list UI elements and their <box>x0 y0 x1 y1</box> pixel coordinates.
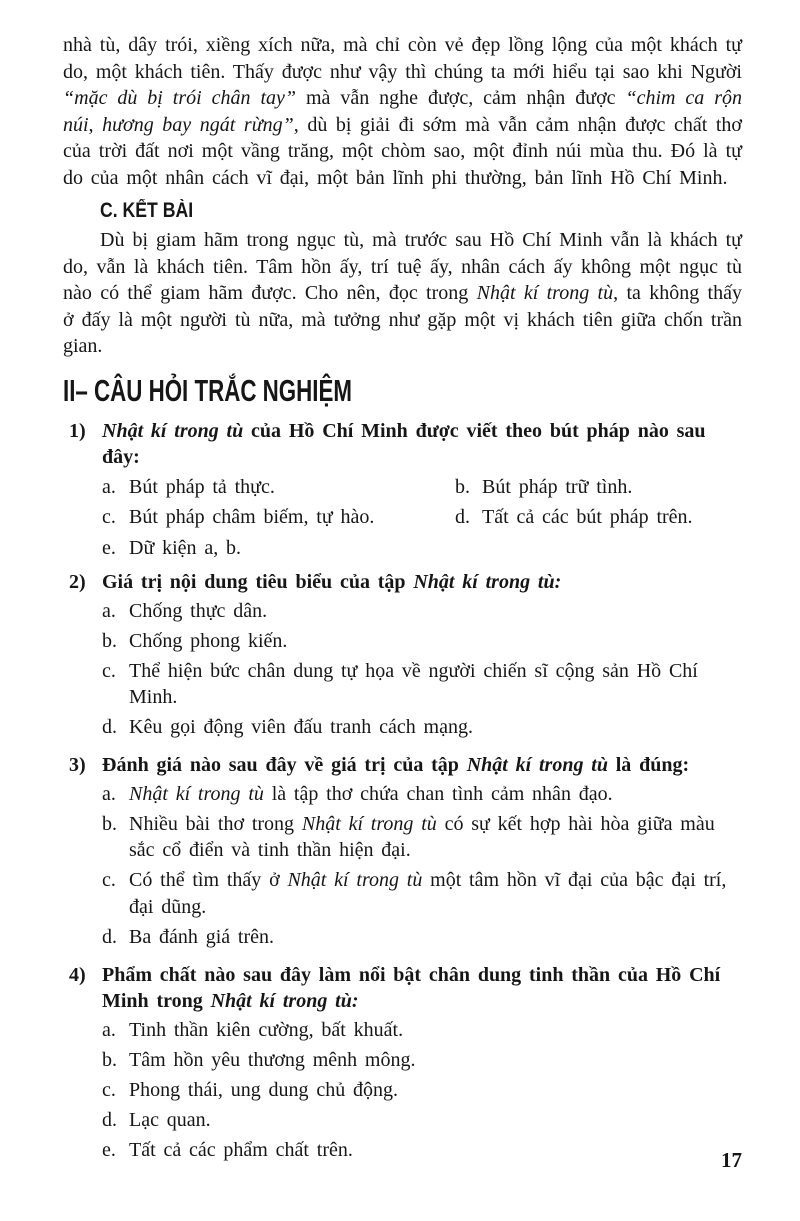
question-2 <box>63 569 742 744</box>
option-text: Chống phong kiến. <box>129 629 288 652</box>
option-a <box>102 598 742 625</box>
page-number: 17 <box>721 1147 742 1172</box>
question-stem <box>102 752 742 779</box>
option-text: Ba đánh giá trên. <box>129 925 275 948</box>
conclusion-heading: C. KẾT BÀI <box>100 199 194 222</box>
body-segment: nhà tù, dây trói, xiềng xích nữa, mà chỉ còn vẻ đẹp lồng lộng của một khách tự do, một khách tiên. Thấy được như vậy thì chúng ta mới hiểu tại sao khi Người <box>63 34 742 83</box>
option-d <box>102 924 742 951</box>
option-label: b. <box>455 475 470 498</box>
option-text: Tất cả các phẩm chất trên. <box>129 1138 353 1161</box>
question-stem <box>102 569 742 596</box>
option-label: a. <box>102 599 116 622</box>
option-text: Bút pháp tả thực. <box>129 475 275 498</box>
conclusion-paragraph <box>63 227 742 360</box>
option-label: d. <box>455 506 470 528</box>
option-text: Tất cả các bút pháp trên. <box>482 506 693 528</box>
body-segment: mà vẫn nghe được, cảm nhận được <box>296 87 626 109</box>
option-text: Bút pháp trữ tình. <box>482 475 633 498</box>
question-content <box>102 962 742 1167</box>
stem-segment-bold: Phẩm chất nào sau đây làm nổi bật chân dung tinh thần của Hồ Chí Minh trong <box>102 963 721 1012</box>
body-segment: Dù bị giam hãm trong ngục tù, mà trước sau Hồ Chí Minh vẫn là khách tự do, vẫn là khách tiên. Tâm hồn ấy, trí tuệ ấy, nhân cách ấy không một ngục tù nào có thể giam hãm được. Cho nên, đọc trong <box>63 229 742 304</box>
option-c <box>102 658 742 711</box>
option-a <box>102 474 455 501</box>
body-segment-italic: “mặc dù bị trói chân tay” <box>63 87 297 109</box>
option-text: Tinh thần kiên cường, bất khuất. <box>129 1018 404 1041</box>
option-segment: có sự kết hợp hài hòa giữa màu sắc cổ điển và tinh thần hiện đại. <box>129 812 715 861</box>
stem-segment-bold-italic: Nhật kí trong tù: <box>210 990 359 1012</box>
option-text: Lạc quan. <box>129 1108 211 1131</box>
option-label: c. <box>102 659 116 682</box>
option-b <box>102 811 742 864</box>
option-text: Tâm hồn yêu thương mênh mông. <box>129 1048 416 1071</box>
option-b <box>455 474 742 501</box>
options-list <box>102 1017 742 1164</box>
question-content <box>102 418 742 562</box>
option-text: Bút pháp châm biếm, tự hào. <box>129 506 375 528</box>
question-stem <box>102 962 742 1015</box>
option-text <box>129 811 742 864</box>
option-label: a. <box>102 782 116 805</box>
options-list <box>102 781 742 951</box>
stem-segment-bold-italic: Nhật kí trong tù <box>466 754 608 776</box>
body-segment: , ta không thấy ở đấy là một người tù nữa, mà tưởng như gặp một vị khách tiên giữa chốn trần gian. <box>63 282 742 357</box>
question-number: 4) <box>69 963 86 986</box>
option-label: c. <box>102 506 116 528</box>
stem-segment-bold: Giá trị nội dung tiêu biểu của tập <box>102 571 414 593</box>
stem-segment-bold: của Hồ Chí Minh được viết theo bút pháp nào sau đây: <box>102 419 706 468</box>
body-segment: , dù bị giải đi sớm mà vẫn cảm nhận được chất thơ của trời đất nơi một vầng trăng, một chòm sao, một đỉnh núi mùa thu. Đó là tự do của một nhân cách vĩ đại, một bản lĩnh phi thường, bản lĩnh Hồ Chí Minh. <box>63 113 742 189</box>
option-e <box>102 535 455 562</box>
options-list <box>102 598 742 741</box>
option-e <box>102 1137 742 1164</box>
option-c <box>102 1077 742 1104</box>
option-d <box>455 504 742 531</box>
intro-paragraph <box>63 32 742 191</box>
option-a <box>102 1017 742 1044</box>
option-label: d. <box>102 1108 117 1131</box>
option-text: Phong thái, ung dung chủ động. <box>129 1078 398 1101</box>
option-segment: là tập thơ chứa chan tình cảm nhân đạo. <box>263 782 613 805</box>
option-b <box>102 628 742 655</box>
option-label: b. <box>102 1048 117 1071</box>
quiz-section-heading: II– CÂU HỎI TRẮC NGHIỆM <box>63 372 352 408</box>
question-4 <box>63 962 742 1167</box>
option-segment-italic: Nhật kí trong tù <box>301 812 437 835</box>
question-content <box>102 569 742 744</box>
body-segment-italic: Nhật kí trong tù <box>476 282 614 304</box>
option-label: e. <box>102 536 116 559</box>
option-segment: Có thể tìm thấy ở <box>129 869 288 891</box>
option-label: e. <box>102 1138 116 1161</box>
option-c <box>102 867 742 920</box>
stem-segment-bold-italic: Nhật kí trong tù <box>102 419 244 442</box>
option-text: Kêu gọi động viên đấu tranh cách mạng. <box>129 716 473 738</box>
option-segment: một tâm hồn vĩ đại của bậc đại trí, đại dũng. <box>129 869 727 918</box>
option-label: a. <box>102 1018 116 1041</box>
option-segment-italic: Nhật kí trong tù <box>129 782 264 805</box>
option-segment: Nhiều bài thơ trong <box>129 812 302 835</box>
options-list <box>102 474 742 562</box>
option-text: Thể hiện bức chân dung tự họa về người chiến sĩ cộng sản Hồ Chí Minh. <box>129 659 698 708</box>
question-stem <box>102 418 742 471</box>
option-text <box>129 781 742 808</box>
option-label: a. <box>102 475 116 498</box>
question-number: 2) <box>69 571 86 593</box>
option-c <box>102 504 455 531</box>
option-label: d. <box>102 925 117 948</box>
stem-segment-bold: là đúng: <box>607 754 690 776</box>
option-label: b. <box>102 629 117 652</box>
question-1 <box>63 418 742 562</box>
option-segment-italic: Nhật kí trong tù <box>287 869 423 891</box>
option-text: Dữ kiện a, b. <box>129 536 241 559</box>
stem-segment-bold-italic: Nhật kí trong tù: <box>413 571 562 593</box>
stem-segment-bold: Đánh giá nào sau đây về giá trị của tập <box>102 754 467 776</box>
option-d <box>102 714 742 741</box>
option-label: c. <box>102 869 116 891</box>
question-number: 3) <box>69 754 86 776</box>
option-text <box>129 867 742 920</box>
option-text: Chống thực dân. <box>129 599 268 622</box>
option-d <box>102 1107 742 1134</box>
question-3 <box>63 752 742 954</box>
option-label: d. <box>102 716 117 738</box>
body-segment-italic: “chim ca rộn núi, hương bay ngát rừng” <box>63 87 742 136</box>
option-label: c. <box>102 1078 116 1101</box>
question-number: 1) <box>69 419 86 442</box>
option-a <box>102 781 742 808</box>
option-label: b. <box>102 812 117 835</box>
option-b <box>102 1047 742 1074</box>
question-content <box>102 752 742 954</box>
